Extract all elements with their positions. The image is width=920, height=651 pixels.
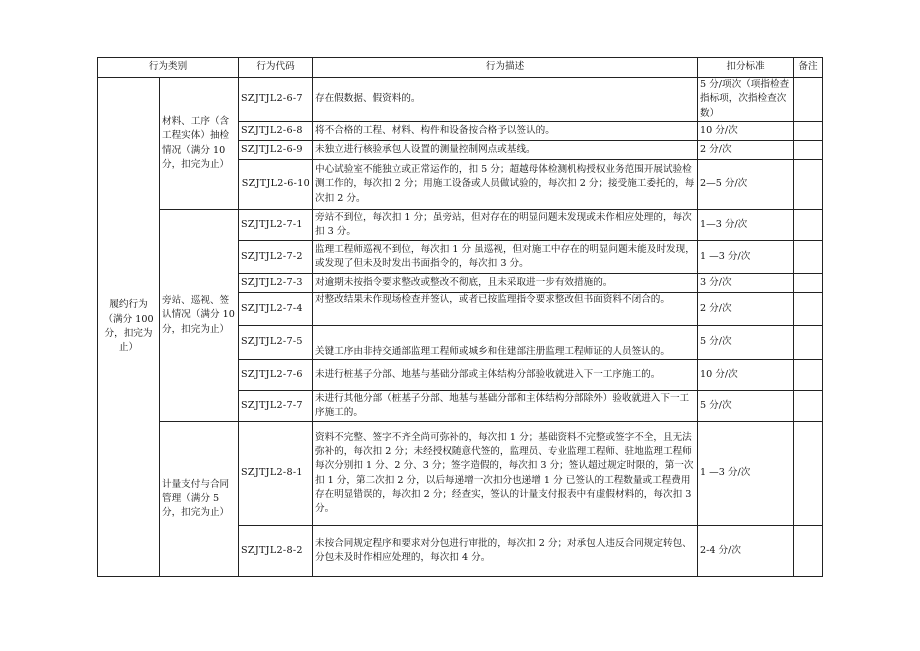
row-description: 资料不完整、签字不齐全尚可弥补的，每次扣 1 分；基础资料不完整或签字不全，且无法弥补的，每次扣 2 分；未经授权随意代签的，监理员、专业监理工程师、驻地监理工程师每次分别扣 1 分、2 分、3 分；签字造假的，每次扣 3 分；签认超过规定时限的，第一次扣 1 分，第二次扣 2 分，以后每递增一次扣分也递增 1 分 已签认的工程数量或工程费用存在明显错误的，每次扣 2 分；经查实，签认的计量支付报表中有虚假材料的，每次扣 3 分。: [313, 422, 698, 526]
row-code: SZJTJL2-7-2: [239, 241, 313, 274]
row-code: SZJTJL2-6-10: [239, 160, 313, 210]
row-code: SZJTJL2-6-8: [239, 122, 313, 141]
header-code: 行为代码: [239, 58, 313, 78]
row-code: SZJTJL2-6-7: [239, 78, 313, 122]
row-standard: 2 分/次: [698, 293, 794, 326]
header-category: 行为类别: [98, 58, 239, 78]
row-remarks: [794, 526, 823, 577]
row-description: 关键工序由非持交通部监理工程师或城乡和住建部注册监理工程师证的人员签认的。: [313, 326, 698, 360]
row-description: 旁站不到位，每次扣 1 分；虽旁站，但对存在的明显问题未发现或未作相应处理的，每次扣 3 分。: [313, 210, 698, 241]
row-standard: 5 分/次: [698, 391, 794, 422]
row-description: 对逾期未按指令要求整改或整改不彻底，且未采取进一步有效措施的。: [313, 274, 698, 293]
row-description: 中心试验室不能独立或正常运作的，扣 5 分；超越母体检测机构授权业务范围开展试验检测工作的，每次扣 2 分；用施工设备或人员做试验的，每次扣 2 分；接受施工委托的，每次扣 2 分。: [313, 160, 698, 210]
row-remarks: [794, 122, 823, 141]
behavior-score-table: [97, 57, 823, 577]
row-remarks: [794, 293, 823, 326]
row-description: 将不合格的工程、材料、构件和设备按合格予以签认的。: [313, 122, 698, 141]
table-row: [98, 210, 823, 241]
row-remarks: [794, 274, 823, 293]
row-standard: 5 分/项次（项指检查指标项，次指检查次数）: [698, 78, 794, 122]
row-description: 未独立进行核验承包人设置的测量控制网点或基线。: [313, 141, 698, 160]
row-standard: 2—5 分/次: [698, 160, 794, 210]
row-standard: 5 分/次: [698, 326, 794, 360]
row-description: 对整改结果未作现场检查并签认，或者已按监理指令要求整改但书面资料不闭合的。: [313, 293, 698, 326]
row-remarks: [794, 141, 823, 160]
row-standard: 1—3 分/次: [698, 210, 794, 241]
header-standard: 扣分标准: [698, 58, 794, 78]
row-code: SZJTJL2-7-7: [239, 391, 313, 422]
row-standard: 10 分/次: [698, 122, 794, 141]
row-code: SZJTJL2-6-9: [239, 141, 313, 160]
row-remarks: [794, 160, 823, 210]
row-remarks: [794, 326, 823, 360]
row-standard: 1 —3 分/次: [698, 422, 794, 526]
group-name: 旁站、巡视、签认情况（满分 10 分，扣完为止）: [160, 210, 239, 422]
row-standard: 10 分/次: [698, 360, 794, 391]
row-remarks: [794, 422, 823, 526]
row-remarks: [794, 391, 823, 422]
row-description: 未按合同规定程序和要求对分包进行审批的，每次扣 2 分；对承包人违反合同规定转包、分包未及时作相应处理的，每次扣 4 分。: [313, 526, 698, 577]
row-description: 存在假数据、假资料的。: [313, 78, 698, 122]
row-standard: 3 分/次: [698, 274, 794, 293]
table-row: [98, 78, 823, 122]
row-standard: 1 —3 分/次: [698, 241, 794, 274]
row-remarks: [794, 241, 823, 274]
row-code: SZJTJL2-8-2: [239, 526, 313, 577]
header-remarks: 备注: [794, 58, 823, 78]
row-code: SZJTJL2-7-4: [239, 293, 313, 326]
row-standard: 2-4 分/次: [698, 526, 794, 577]
row-code: SZJTJL2-7-3: [239, 274, 313, 293]
row-description: 未进行其他分部（桩基子分部、地基与基础分部和主体结构分部除外）验收就进入下一工序施工的。: [313, 391, 698, 422]
header-description: 行为描述: [313, 58, 698, 78]
row-description: 监理工程师巡视不到位，每次扣 1 分 虽巡视，但对施工中存在的明显问题未能及时发现，或发现了但未及时发出书面指令的，每次扣 3 分。: [313, 241, 698, 274]
header-row: [98, 58, 823, 78]
row-code: SZJTJL2-8-1: [239, 422, 313, 526]
main-category-cell: 履约行为（满分 100 分，扣完为止）: [98, 78, 160, 577]
row-remarks: [794, 210, 823, 241]
group-name: 计量支付与合同管理（满分 5 分，扣完为止）: [160, 422, 239, 577]
table-row: [98, 422, 823, 526]
row-standard: 2 分/次: [698, 141, 794, 160]
row-code: SZJTJL2-7-1: [239, 210, 313, 241]
row-code: SZJTJL2-7-6: [239, 360, 313, 391]
row-description: 未进行桩基子分部、地基与基础分部或主体结构分部验收就进入下一工序施工的。: [313, 360, 698, 391]
group-name: 材料、工序（含工程实体）抽检情况（满分 10 分，扣完为止）: [160, 78, 239, 210]
row-code: SZJTJL2-7-5: [239, 326, 313, 360]
row-remarks: [794, 360, 823, 391]
row-remarks: [794, 78, 823, 122]
